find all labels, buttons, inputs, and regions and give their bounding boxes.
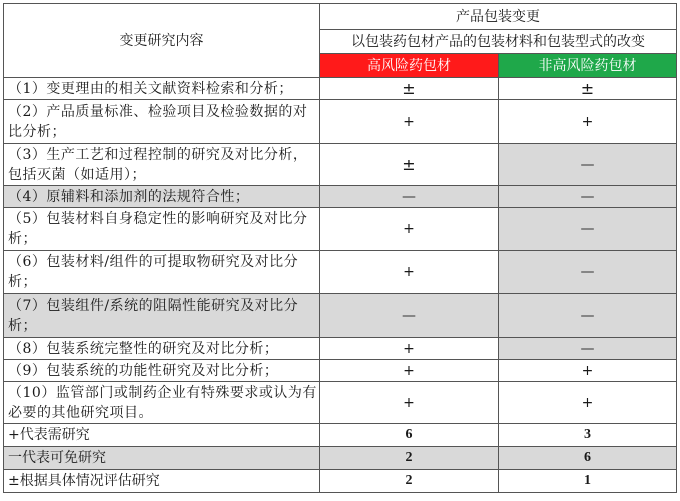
table-row [4,382,677,424]
non-high-risk-count: 3 [499,424,677,447]
summary-row [4,424,677,447]
table-row [4,294,677,338]
row-item: （7）包装组件/系统的阻隔性能研究及对比分析； [4,294,320,338]
non-high-risk-count: 1 [499,470,677,493]
table-row [4,360,677,382]
legend-minus: 一代表可免研究 [4,447,320,470]
header-non-high-risk: 非高风险药包材 [499,54,677,78]
table-row [4,338,677,360]
non-high-risk-count: 6 [499,447,677,470]
row-item: （8）包装系统完整性的研究及对比分析； [4,338,320,360]
high-risk-mark: + [320,251,499,294]
table-row [4,78,677,100]
table-row [4,144,677,186]
legend-plus: +代表需研究 [4,424,320,447]
high-risk-mark: ± [320,144,499,186]
high-risk-mark: + [320,382,499,424]
non-high-risk-mark: — [499,144,677,186]
summary-row [4,447,677,470]
non-high-risk-mark: — [499,338,677,360]
row-item: （3）生产工艺和过程控制的研究及对比分析，包括灭菌（如适用）； [4,144,320,186]
high-risk-mark: + [320,208,499,251]
change-research-table [3,3,677,493]
high-risk-count: 2 [320,470,499,493]
row-item: （1）变更理由的相关文献资料检索和分析； [4,78,320,100]
row-item: （9）包装系统的功能性研究及对比分析； [4,360,320,382]
non-high-risk-mark: + [499,382,677,424]
header-product-packaging-change: 产品包装变更 [320,4,677,30]
header-change-description: 以包装药包材产品的包装材料和包装型式的改变 [320,30,677,54]
high-risk-mark: ± [320,78,499,100]
high-risk-count: 6 [320,424,499,447]
row-item: （6）包装材料/组件的可提取物研究及对比分析； [4,251,320,294]
high-risk-mark: + [320,360,499,382]
row-item: （4）原辅料和添加剂的法规符合性； [4,186,320,208]
table-row [4,100,677,144]
header-research-content: 变更研究内容 [4,4,320,78]
non-high-risk-mark: + [499,100,677,144]
summary-row [4,470,677,493]
non-high-risk-mark: — [499,186,677,208]
row-item: （2）产品质量标准、检验项目及检验数据的对比分析； [4,100,320,144]
non-high-risk-mark: ± [499,78,677,100]
table-row [4,251,677,294]
non-high-risk-mark: — [499,251,677,294]
high-risk-mark: + [320,338,499,360]
header-high-risk: 高风险药包材 [320,54,499,78]
row-item: （10）监管部门或制药企业有特殊要求或认为有必要的其他研究项目。 [4,382,320,424]
non-high-risk-mark: — [499,294,677,338]
high-risk-mark: + [320,100,499,144]
row-item: （5）包装材料自身稳定性的影响研究及对比分析； [4,208,320,251]
non-high-risk-mark: — [499,208,677,251]
high-risk-mark: — [320,186,499,208]
high-risk-mark: — [320,294,499,338]
table-row [4,186,677,208]
table-row [4,208,677,251]
non-high-risk-mark: + [499,360,677,382]
legend-plus-minus: ±根据具体情况评估研究 [4,470,320,493]
high-risk-count: 2 [320,447,499,470]
